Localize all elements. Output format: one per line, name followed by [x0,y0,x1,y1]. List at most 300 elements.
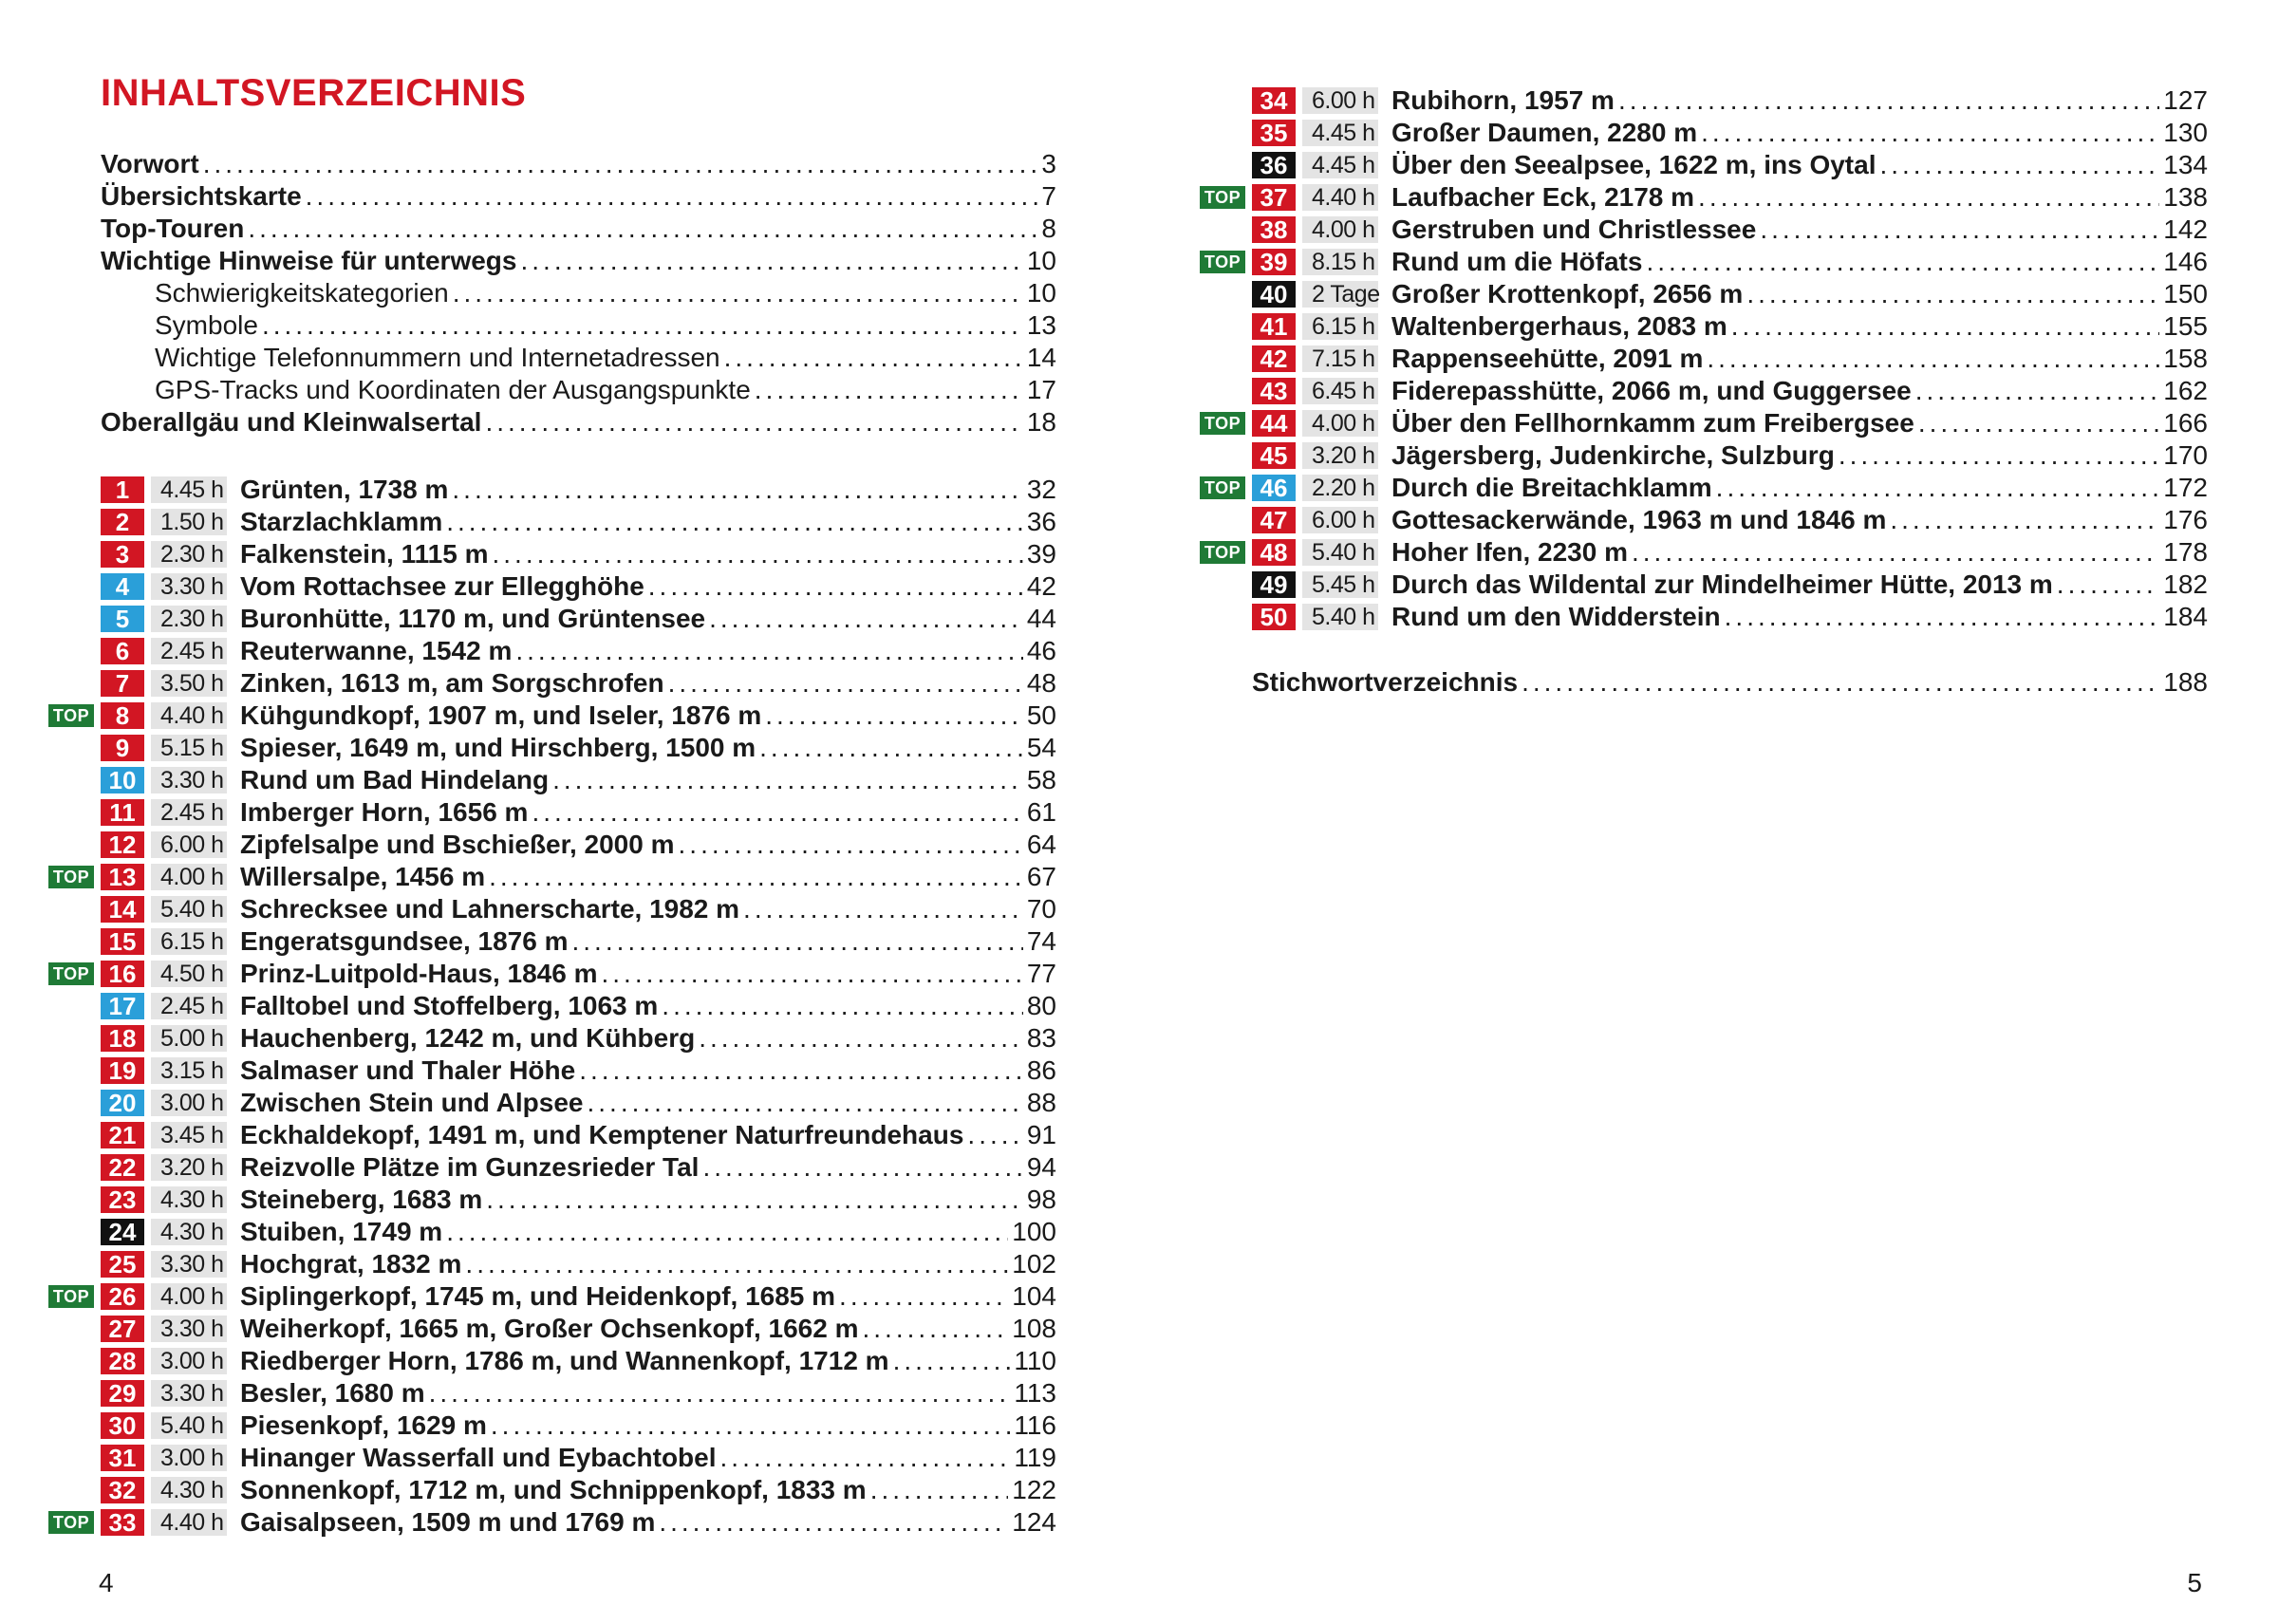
tour-number-badge: 50 [1252,604,1296,630]
tour-page: 138 [2163,182,2208,212]
leader-dots [1746,278,2159,310]
tour-entry[interactable] [101,506,1056,538]
tour-duration: 4.30 h [151,1219,227,1245]
tour-entry[interactable] [101,603,1056,635]
tour-duration: 5.40 h [1302,539,1378,566]
tour-title: Waltenbergerhaus, 2083 m [1391,311,1727,341]
tour-page: 142 [2163,215,2208,244]
tour-title: Salmaser und Thaler Höhe [240,1055,576,1085]
tour-title: Stuiben, 1749 m [240,1217,443,1246]
tour-number-badge: 19 [101,1057,144,1084]
tour-title: Durch die Breitachklamm [1391,473,1712,502]
tour-number-badge: 12 [101,831,144,858]
tour-title: Hochgrat, 1832 m [240,1249,462,1279]
tour-entry[interactable] [101,925,1056,958]
tour-title: Rund um Bad Hindelang [240,765,550,794]
tour-number-badge: 29 [101,1380,144,1407]
tour-entry[interactable] [1252,117,2208,149]
tour-entry[interactable] [101,570,1056,603]
toc-subentry[interactable] [101,277,1056,309]
tour-title: Gerstruben und Christlessee [1391,215,1757,244]
top-tour-badge: TOP [48,1285,94,1308]
toc-entry[interactable] [101,245,1056,277]
leader-dots [446,506,1023,538]
toc-entry-page: 7 [1041,181,1056,211]
toc-entry[interactable] [101,213,1056,245]
toc-entry-page: 14 [1026,343,1056,372]
tour-number-badge: 48 [1252,539,1296,566]
index-label: Stichwortverzeichnis [1252,667,1519,697]
tour-entry[interactable] [101,893,1056,925]
tour-duration: 4.00 h [1302,410,1378,437]
tour-title: Fiderepasshütte, 2066 m, und Guggersee [1391,376,1912,405]
toc-entry-page: 8 [1041,214,1056,243]
tour-entry[interactable] [1252,278,2208,310]
tour-entry[interactable] [101,1216,1056,1248]
tour-entry[interactable] [1252,439,2208,472]
tour-page: 74 [1026,926,1056,956]
tour-entry[interactable] [101,1313,1056,1345]
top-tour-badge: TOP [48,1511,94,1534]
tour-number-badge: 30 [101,1412,144,1439]
tour-duration: 3.00 h [151,1090,227,1116]
toc-entry-page: 3 [1041,149,1056,178]
tour-duration: 5.40 h [151,1412,227,1439]
leader-dots [759,732,1023,764]
leader-dots [648,570,1023,603]
tour-title: Siplingerkopf, 1745 m, und Heidenkopf, 1685 m [240,1281,836,1311]
tour-page: 166 [2163,408,2208,438]
tour-duration: 5.40 h [1302,604,1378,630]
leader-dots [602,958,1023,990]
tour-title: Durch das Wildental zur Mindelheimer Hütte, 2013 m [1391,569,2053,599]
tour-page: 108 [1012,1314,1056,1343]
tour-page: 100 [1012,1217,1056,1246]
tour-duration: 4.00 h [151,864,227,890]
tour-number-badge: 27 [101,1316,144,1342]
tour-title: Zwischen Stein und Alpsee [240,1088,584,1117]
toc-entry-label: Schwierigkeitskategorien [155,278,449,308]
tour-number-badge: 46 [1252,475,1296,501]
tour-duration: 6.15 h [1302,313,1378,340]
front-matter-list [101,148,1056,439]
tour-number-badge: 14 [101,896,144,923]
tour-duration: 2.45 h [151,993,227,1019]
tour-page: 158 [2163,344,2208,373]
tour-title: Hinanger Wasserfall und Eybachtobel [240,1443,717,1472]
tour-entry[interactable] [1252,310,2208,343]
tour-entry[interactable] [1252,149,2208,181]
tour-duration: 5.00 h [151,1025,227,1052]
toc-entry-label: Vorwort [101,149,199,178]
tour-title: Willersalpe, 1456 m [240,862,486,891]
tour-title: Über den Fellhornkamm zum Freibergsee [1391,408,1914,438]
toc-subentry[interactable] [101,309,1056,342]
tour-duration: 6.00 h [1302,507,1378,533]
leader-dots [1915,375,2160,407]
leader-dots [1839,439,2159,472]
tour-entry[interactable] [101,796,1056,829]
toc-entry-label: Wichtige Hinweise für unterwegs [101,246,517,275]
tour-list-left [52,474,1056,1539]
tour-duration: 3.20 h [1302,442,1378,469]
tour-number-badge: 34 [1252,87,1296,114]
tour-title: Rappenseehütte, 2091 m [1391,344,1704,373]
tour-entry[interactable] [101,635,1056,667]
leader-dots [1760,214,2159,246]
tour-entry[interactable] [101,1409,1056,1442]
tour-number-badge: 6 [101,638,144,664]
tour-number-badge: 32 [101,1477,144,1503]
tour-page: 184 [2163,602,2208,631]
tour-title: Prinz-Luitpold-Haus, 1846 m [240,959,598,988]
top-tour-badge: TOP [1200,251,1245,273]
tour-number-badge: 16 [101,961,144,987]
tour-entry[interactable] [101,1377,1056,1409]
toc-entry-page: 13 [1026,310,1056,340]
tour-page: 182 [2163,569,2208,599]
tour-number-badge: 13 [101,864,144,890]
tour-title: Großer Krottenkopf, 2656 m [1391,279,1744,308]
leader-dots [452,474,1022,506]
leader-dots [587,1087,1022,1119]
leader-dots [1707,343,2159,375]
top-tour-badge: TOP [48,704,94,727]
tour-title: Laufbacher Eck, 2178 m [1391,182,1695,212]
leader-dots [1879,149,2159,181]
tour-page: 86 [1026,1055,1056,1085]
tour-entry[interactable] [101,1151,1056,1184]
tour-entry[interactable] [1252,601,2208,633]
leader-dots [699,1022,1023,1055]
tour-duration: 2.45 h [151,638,227,664]
tour-page: 127 [2163,85,2208,115]
tour-number-badge: 18 [101,1025,144,1052]
tour-duration: 2.30 h [151,541,227,568]
tour-entry[interactable] [1204,407,2208,439]
tour-page: 44 [1026,604,1056,633]
toc-subentry[interactable] [101,342,1056,374]
tour-duration: 4.00 h [1302,216,1378,243]
top-tour-badge: TOP [1200,541,1245,564]
leader-dots [863,1313,1009,1345]
tour-entry[interactable] [1204,246,2208,278]
tour-page: 176 [2163,505,2208,534]
leader-dots [893,1345,1011,1377]
tour-title: Kühgundkopf, 1907 m, und Iseler, 1876 m [240,700,762,730]
leader-dots [489,861,1023,893]
tour-page: 80 [1026,991,1056,1020]
top-tour-badge: TOP [48,962,94,985]
toc-entry-label: Übersichtskarte [101,181,302,211]
tour-entry[interactable] [101,538,1056,570]
tour-title: Piesenkopf, 1629 m [240,1410,487,1440]
leader-dots [1725,601,2160,633]
leader-dots [679,829,1023,861]
tour-entry[interactable] [1204,536,2208,569]
tour-title: Engeratsgundsee, 1876 m [240,926,569,956]
tour-title: Über den Seealpsee, 1622 m, ins Oytal [1391,150,1877,179]
tour-entry[interactable] [101,1119,1056,1151]
tour-number-badge: 15 [101,928,144,955]
leader-dots [2057,569,2159,601]
tour-entry[interactable] [1252,343,2208,375]
leader-dots [203,148,1038,180]
toc-entry-page: 10 [1026,246,1056,275]
leader-dots [579,1055,1023,1087]
tour-title: Falkenstein, 1115 m [240,539,489,569]
leader-dots [515,635,1023,667]
tour-number-badge: 8 [101,702,144,729]
tour-number-badge: 10 [101,767,144,793]
leader-dots [1522,666,2159,699]
tour-page: 77 [1026,959,1056,988]
tour-duration: 6.00 h [151,831,227,858]
tour-entry[interactable] [52,958,1056,990]
tour-title: Jägersberg, Judenkirche, Sulzburg [1391,440,1835,470]
tour-duration: 4.50 h [151,961,227,987]
tour-number-badge: 42 [1252,345,1296,372]
leader-dots [446,1216,1008,1248]
tour-title: Gaisalpseen, 1509 m und 1769 m [240,1507,656,1537]
tour-page: 88 [1026,1088,1056,1117]
tour-number-badge: 22 [101,1154,144,1181]
tour-number-badge: 7 [101,670,144,697]
tour-duration: 4.40 h [1302,184,1378,211]
toc-subentry[interactable] [101,374,1056,406]
tour-page: 170 [2163,440,2208,470]
tour-title: Rund um den Widderstein [1391,602,1721,631]
tour-entry[interactable] [101,1184,1056,1216]
tour-page: 83 [1026,1023,1056,1053]
leader-dots [520,245,1022,277]
leader-dots [1698,181,2159,214]
tour-number-badge: 9 [101,735,144,761]
tour-duration: 4.45 h [151,476,227,503]
tour-page: 70 [1026,894,1056,924]
leader-dots [765,700,1023,732]
leader-dots [1646,246,2159,278]
tour-page: 42 [1026,571,1056,601]
tour-entry[interactable] [52,1280,1056,1313]
tour-page: 46 [1026,636,1056,665]
tour-number-badge: 39 [1252,249,1296,275]
leader-dots [485,406,1022,439]
tour-page: 113 [1014,1378,1056,1408]
leader-dots [1632,536,2159,569]
tour-entry[interactable] [101,667,1056,700]
leader-dots [709,603,1023,635]
tour-entry[interactable] [1204,472,2208,504]
tour-entry[interactable] [52,700,1056,732]
tour-title: Sonnenkopf, 1712 m, und Schnippenkopf, 1833 m [240,1475,867,1504]
tour-title: Grünten, 1738 m [240,475,449,504]
tour-duration: 3.45 h [151,1122,227,1148]
toc-entry[interactable] [101,406,1056,439]
tour-page: 61 [1026,797,1056,827]
leader-dots [662,990,1023,1022]
tour-entry[interactable] [52,1506,1056,1539]
tour-title: Spieser, 1649 m, und Hirschberg, 1500 m [240,733,756,762]
tour-entry[interactable] [101,732,1056,764]
tour-entry[interactable] [101,1087,1056,1119]
tour-entry[interactable] [101,474,1056,506]
leader-dots [659,1506,1008,1539]
tour-entry[interactable] [1252,214,2208,246]
tour-page: 91 [1026,1120,1056,1149]
tour-duration: 3.30 h [151,1380,227,1407]
tour-page: 162 [2163,376,2208,405]
tour-entry[interactable] [101,1055,1056,1087]
leader-dots [453,277,1023,309]
tour-entry[interactable] [1252,504,2208,536]
tour-entry[interactable] [101,1345,1056,1377]
tour-entry[interactable] [101,1248,1056,1280]
tour-number-badge: 47 [1252,507,1296,533]
tour-number-badge: 44 [1252,410,1296,437]
leader-dots [429,1377,1011,1409]
tour-title: Reuterwanne, 1542 m [240,636,513,665]
toc-entry[interactable] [101,180,1056,213]
page-number-left: 4 [99,1568,114,1597]
tour-page: 119 [1014,1443,1056,1472]
leader-dots [552,764,1023,796]
tour-entry[interactable] [101,764,1056,796]
tour-title: Hoher Ifen, 2230 m [1391,537,1628,567]
tour-title: Eckhaldekopf, 1491 m, und Kemptener Naturfreundehaus [240,1120,964,1149]
tour-title: Rund um die Höfats [1391,247,1643,276]
leader-dots [486,1184,1023,1216]
tour-page: 54 [1026,733,1056,762]
tour-duration: 5.40 h [151,896,227,923]
page-title: INHALTSVERZEICHNIS [101,72,527,114]
tour-title: Steineberg, 1683 m [240,1185,483,1214]
tour-duration: 4.00 h [151,1283,227,1310]
tour-title: Schrecksee und Lahnerscharte, 1982 m [240,894,740,924]
toc-entry-page: 10 [1026,278,1056,308]
tour-duration: 6.15 h [151,928,227,955]
tour-entry[interactable] [101,829,1056,861]
index-page: 188 [2163,667,2208,697]
leader-dots [571,925,1022,958]
leader-dots [967,1119,1022,1151]
tour-number-badge: 3 [101,541,144,568]
tour-page: 178 [2163,537,2208,567]
leader-dots [248,213,1037,245]
tour-entry[interactable] [1204,181,2208,214]
tour-number-badge: 41 [1252,313,1296,340]
tour-duration: 1.50 h [151,509,227,535]
tour-entry[interactable] [101,1474,1056,1506]
tour-duration: 3.30 h [151,767,227,793]
tour-duration: 2 Tage [1302,281,1378,308]
tour-number-badge: 45 [1252,442,1296,469]
tour-entry[interactable] [52,861,1056,893]
tour-title: Reizvolle Plätze im Gunzesrieder Tal [240,1152,700,1182]
leader-dots [1716,472,2160,504]
tour-entry[interactable] [1252,375,2208,407]
tour-title: Rubihorn, 1957 m [1391,85,1615,115]
tour-number-badge: 25 [101,1251,144,1278]
tour-number-badge: 40 [1252,281,1296,308]
tour-page: 36 [1026,507,1056,536]
leader-dots [720,1442,1011,1474]
tour-entry[interactable] [101,1022,1056,1055]
tour-title: Zinken, 1613 m, am Sorgschrofen [240,668,664,698]
tour-page: 67 [1026,862,1056,891]
tour-number-badge: 20 [101,1090,144,1116]
index-entry[interactable] [1252,666,2208,699]
leader-dots [493,538,1023,570]
tour-entry[interactable] [1252,84,2208,117]
tour-title: Großer Daumen, 2280 m [1391,118,1698,147]
tour-page: 146 [2163,247,2208,276]
tour-page: 50 [1026,700,1056,730]
leader-dots [743,893,1023,925]
tour-duration: 4.30 h [151,1477,227,1503]
tour-number-badge: 17 [101,993,144,1019]
toc-entry-page: 17 [1026,375,1056,404]
top-tour-badge: TOP [48,866,94,888]
toc-entry[interactable] [101,148,1056,180]
tour-number-badge: 43 [1252,378,1296,404]
right-page [1139,0,2278,1624]
tour-duration: 3.30 h [151,1316,227,1342]
tour-title: Weiherkopf, 1665 m, Großer Ochsenkopf, 1662 m [240,1314,859,1343]
tour-duration: 4.40 h [151,702,227,729]
leader-dots [1618,84,2159,117]
tour-duration: 7.15 h [1302,345,1378,372]
tour-entry[interactable] [101,990,1056,1022]
tour-duration: 4.45 h [1302,120,1378,146]
tour-title: Vom Rottachsee zur Ellegghöhe [240,571,644,601]
toc-entry-label: Oberallgäu und Kleinwalsertal [101,407,482,437]
tour-page: 39 [1026,539,1056,569]
tour-number-badge: 24 [101,1219,144,1245]
tour-entry[interactable] [101,1442,1056,1474]
tour-duration: 2.30 h [151,606,227,632]
tour-title: Starzlachklamm [240,507,443,536]
leader-dots [306,180,1038,213]
tour-number-badge: 23 [101,1186,144,1213]
tour-number-badge: 4 [101,573,144,600]
tour-number-badge: 1 [101,476,144,503]
tour-entry[interactable] [1252,569,2208,601]
tour-number-badge: 36 [1252,152,1296,178]
tour-duration: 4.40 h [151,1509,227,1536]
tour-number-badge: 31 [101,1445,144,1471]
leader-dots [839,1280,1008,1313]
leader-dots [702,1151,1022,1184]
tour-number-badge: 37 [1252,184,1296,211]
tour-number-badge: 11 [101,799,144,826]
tour-number-badge: 33 [101,1509,144,1536]
tour-number-badge: 35 [1252,120,1296,146]
leader-dots [668,667,1023,700]
tour-duration: 2.45 h [151,799,227,826]
tour-page: 116 [1014,1410,1056,1440]
tour-page: 124 [1012,1507,1056,1537]
tour-duration: 6.00 h [1302,87,1378,114]
tour-duration: 4.30 h [151,1186,227,1213]
tour-number-badge: 5 [101,606,144,632]
tour-duration: 5.15 h [151,735,227,761]
tour-duration: 3.00 h [151,1445,227,1471]
tour-title: Hauchenberg, 1242 m, und Kühberg [240,1023,696,1053]
toc-entry-label: Wichtige Telefonnummern und Internetadressen [155,343,720,372]
tour-duration: 5.45 h [1302,571,1378,598]
tour-page: 94 [1026,1152,1056,1182]
